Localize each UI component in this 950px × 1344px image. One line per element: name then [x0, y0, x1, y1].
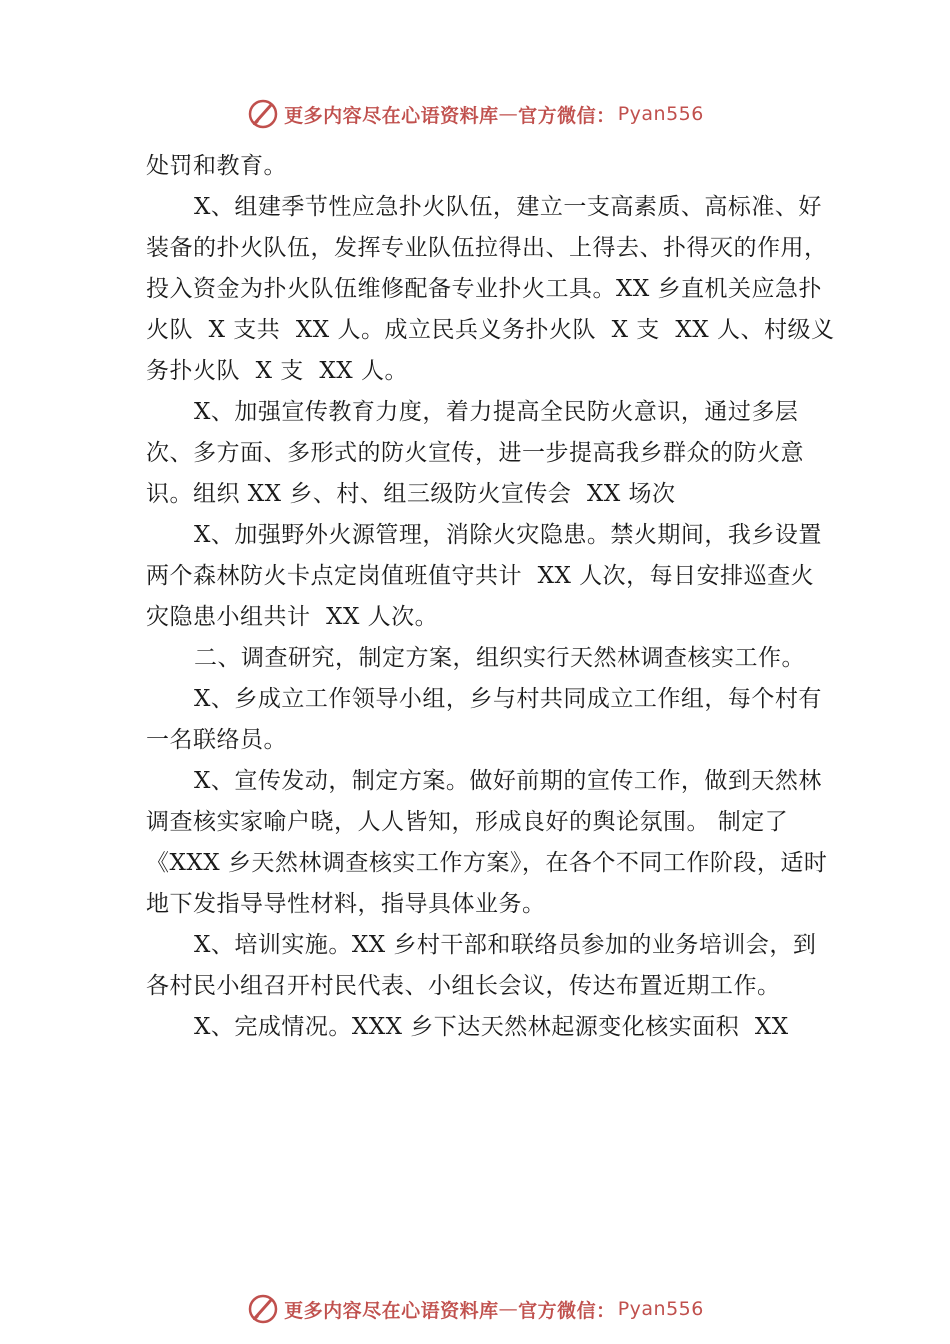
header-watermark — [0, 94, 950, 134]
brush-logo-icon — [246, 1292, 280, 1326]
watermark-label: 官方微信： — [518, 1299, 616, 1322]
watermark-separator: — — [498, 103, 519, 125]
section-heading: 二、调查研究，制定方案，组织实行天然林调查核实工作。 — [194, 645, 805, 671]
paragraph: X、宣传发动，制定方案。做好前期的宣传工作，做到天然林调查核实家喻户晓，人人皆知，形成良好的舆论氛围。 制定了《XXX 乡天然林调查核实工作方案》，在各个不同工作阶段，适时地下发指导导性材料，指导具体业务。 — [146, 768, 828, 917]
watermark-wechat-id: Pyan556 — [617, 103, 704, 125]
paragraph: 处罚和教育。 — [146, 153, 287, 179]
watermark-label: 官方微信： — [518, 104, 616, 127]
footer-watermark — [0, 1289, 950, 1329]
watermark-brand: 更多内容尽在心语资料库 — [284, 1299, 499, 1322]
paragraph: X、完成情况。XXX 乡下达天然林起源变化核实面积 XX — [194, 1014, 789, 1040]
paragraph: X、培训实施。XX 乡村干部和联络员参加的业务培训会，到各村民小组召开村民代表、小组长会议，传达布置近期工作。 — [146, 932, 817, 999]
watermark-brand: 更多内容尽在心语资料库 — [284, 104, 499, 127]
brush-logo-icon — [246, 97, 280, 131]
paragraph: X、乡成立工作领导小组，乡与村共同成立工作组，每个村有一名联络员。 — [146, 686, 822, 753]
paragraph: X、加强宣传教育力度，着力提高全民防火意识，通过多层次、多方面、多形式的防火宣传，进一步提高我乡群众的防火意识。组织 XX 乡、村、组三级防火宣传会 XX 场次 — [146, 399, 804, 507]
paragraph: X、组建季节性应急扑火队伍，建立一支高素质、高标准、好装备的扑火队伍，发挥专业队伍拉得出、上得去、扑得灭的作用，投入资金为扑火队伍维修配备专业扑火工具。XX 乡直机关应急扑火队 X 支共 XX 人。成立民兵义务扑火队 X 支 XX 人、村级义务扑火队 X 支 XX 人。 — [146, 194, 835, 384]
watermark-separator: — — [498, 1298, 519, 1320]
document-body — [146, 146, 836, 1048]
watermark-wechat-id: Pyan556 — [617, 1298, 704, 1320]
paragraph: X、加强野外火源管理，消除火灾隐患。禁火期间，我乡设置两个森林防火卡点定岗值班值守共计 XX 人次，每日安排巡查火灾隐患小组共计 XX 人次。 — [146, 522, 822, 630]
